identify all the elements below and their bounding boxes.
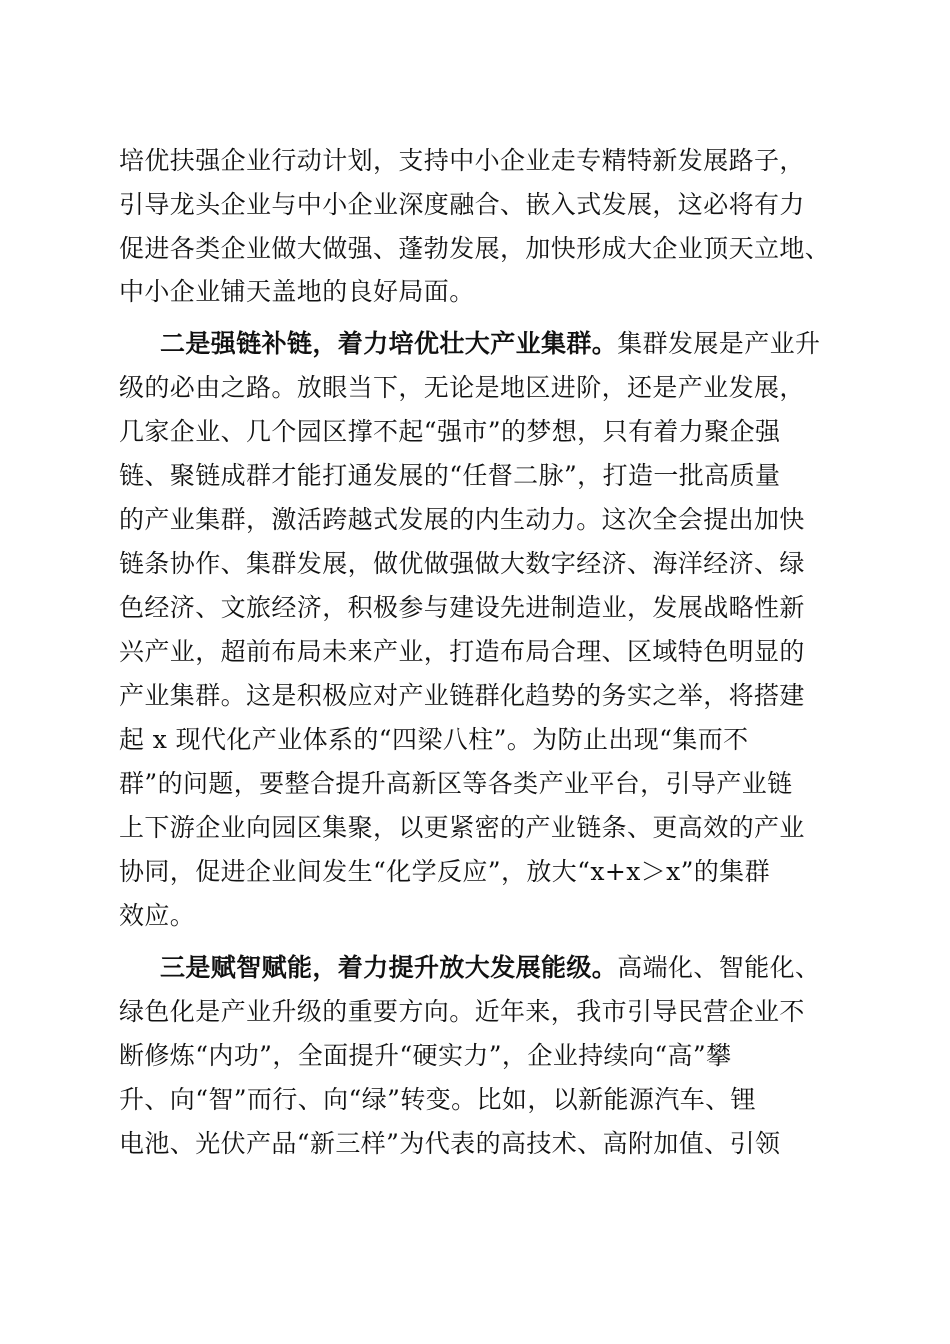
text-line-20 (119, 990, 950, 1034)
text-line-11 (119, 586, 950, 630)
text-line-8 (119, 454, 950, 498)
text-line-9 (119, 498, 950, 542)
text-line-15 (119, 762, 950, 806)
line-text: 中小企业铺天盖地的良好局面。 (119, 277, 475, 306)
text-line-2 (119, 183, 950, 227)
section-heading: 二是强链补链，着力培优壮大产业集群。 (160, 329, 618, 358)
line-text: 高端化、智能化、 (617, 953, 821, 982)
text-line-3 (119, 227, 950, 271)
text-line-16 (119, 806, 950, 850)
text-line-1 (119, 139, 950, 183)
line-text: 群”的问题，要整合提升高新区等各类产业平台，引导产业链 (119, 769, 793, 798)
line-text: 引导龙头企业与中小企业深度融合、嵌入式发展，这必将有力 (119, 190, 805, 219)
text-line-17 (119, 850, 950, 894)
line-text: 链条协作、集群发展，做优做强做大数字经济、海洋经济、绿 (119, 549, 805, 578)
text-line-5 (160, 322, 950, 366)
line-text: 上下游企业向园区集聚，以更紧密的产业链条、更高效的产业 (119, 813, 805, 842)
line-text: 电池、光伏产品“新三样”为代表的高技术、高附加值、引领 (119, 1129, 781, 1158)
line-text: 培优扶强企业行动计划，支持中小企业走专精特新发展路子， (119, 146, 805, 175)
text-line-6 (119, 366, 950, 410)
text-line-19 (160, 946, 950, 990)
line-text: 绿色化是产业升级的重要方向。近年来，我市引导民营企业不 (119, 997, 805, 1026)
line-text: 链、聚链成群才能打通发展的“任督二脉”，打造一批高质量 (119, 461, 781, 490)
line-text: 协同，促进企业间发生“化学反应”，放大“x+x＞x”的集群 (119, 857, 770, 886)
text-line-7 (119, 410, 950, 454)
line-text: 产业集群。这是积极应对产业链群化趋势的务实之举，将搭建 (119, 681, 805, 710)
line-text: 效应。 (119, 901, 196, 930)
section-heading: 三是赋智赋能，着力提升放大发展能级。 (160, 953, 618, 982)
line-text: 断修炼“内功”，全面提升“硬实力”，企业持续向“高”攀 (119, 1041, 732, 1070)
line-text: 几家企业、几个园区撑不起“强市”的梦想，只有着力聚企强 (119, 417, 781, 446)
line-text: 升、向“智”而行、向“绿”转变。比如，以新能源汽车、锂 (119, 1085, 756, 1114)
text-line-18 (119, 894, 950, 938)
line-text: 级的必由之路。放眼当下，无论是地区进阶，还是产业发展， (119, 373, 805, 402)
text-line-21 (119, 1034, 950, 1078)
line-text: 起 x 现代化产业体系的“四梁八柱”。为防止出现“集而不 (119, 725, 749, 754)
line-text: 的产业集群，激活跨越式发展的内生动力。这次全会提出加快 (119, 505, 805, 534)
line-text: 兴产业，超前布局未来产业，打造布局合理、区域特色明显的 (119, 637, 805, 666)
line-text: 促进各类企业做大做强、蓬勃发展，加快形成大企业顶天立地、 (119, 234, 831, 263)
text-line-22 (119, 1078, 950, 1122)
text-line-23 (119, 1122, 950, 1166)
text-line-13 (119, 674, 950, 718)
text-line-10 (119, 542, 950, 586)
line-text: 集群发展是产业升 (617, 329, 821, 358)
text-line-14 (119, 718, 950, 762)
text-line-4 (119, 270, 950, 314)
line-text: 色经济、文旅经济，积极参与建设先进制造业，发展战略性新 (119, 593, 805, 622)
text-line-12 (119, 630, 950, 674)
